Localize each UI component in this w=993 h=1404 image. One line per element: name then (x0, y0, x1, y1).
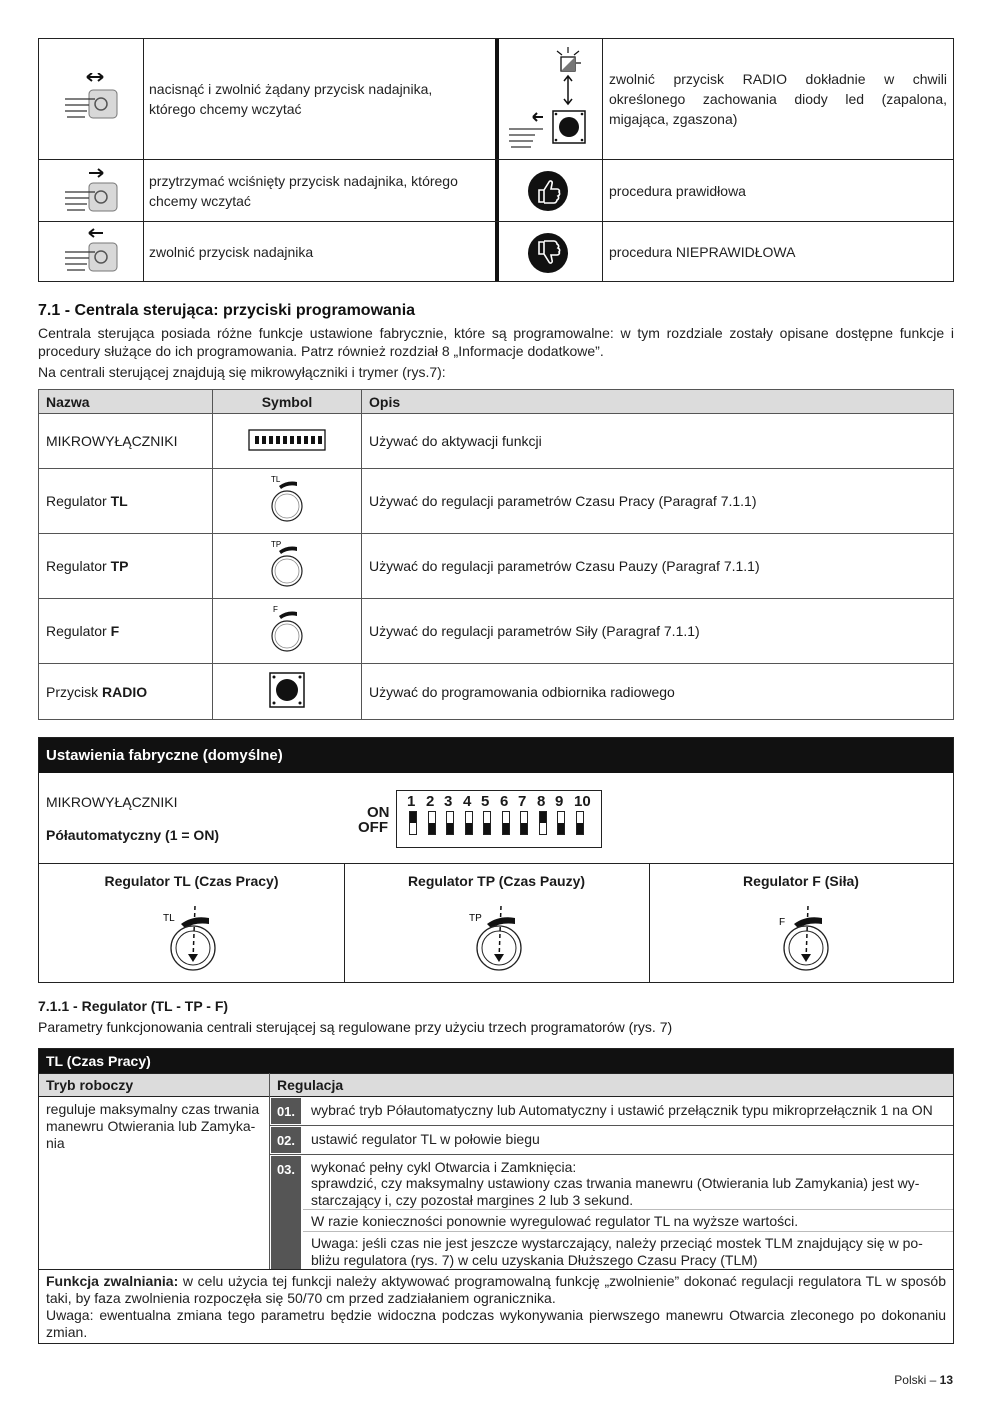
step-number: 01. (271, 1098, 301, 1124)
regulator-f-title: Regulator F (Siła) (743, 873, 859, 889)
dip-number: 10 (574, 793, 591, 810)
col-header-mode: Tryb roboczy (46, 1077, 134, 1093)
table-row (39, 414, 954, 469)
subsection-text: Parametry funkcjonowania centrali sterującej są regulowane przy użyciu trzech programatorów (rys. 7) (38, 1019, 673, 1035)
step-note: sprawdzić, czy maksymalny ustawiony czas trwania manewru (Otwierania lub Zamykania) jest wy-starczający i, czy pozostał margines 2 lub 3 sekund. (311, 1175, 920, 1208)
legend-text-1: nacisnąć i zwolnić żądany przycisk nadajnika, którego chcemy wczytać (149, 81, 433, 117)
legend-text-2: przytrzymać wciśnięty przycisk nadajnika, którego chcemy wczytać (149, 173, 458, 209)
regulator-tl-title: Regulator TL (Czas Pracy) (104, 873, 279, 889)
col-header-description: Opis (362, 390, 954, 414)
dip-number: 6 (500, 793, 509, 810)
dip-switch (557, 811, 565, 835)
led-radio-button-icon (503, 45, 599, 155)
dip-label: MIKROWYŁĄCZNIKI (46, 794, 178, 810)
procedure-ok-text: procedura prawidłowa (609, 183, 746, 199)
symbol-name: Regulator TP (39, 534, 213, 599)
dip-number: 3 (444, 793, 453, 810)
table-row (39, 469, 954, 534)
hold-button-icon (63, 167, 119, 215)
dip-switch-diagram (396, 790, 602, 848)
table-row (39, 664, 954, 720)
step-number: 02. (271, 1127, 301, 1153)
thumbs-up-icon (527, 170, 569, 212)
section-paragraph-2: Na centrali sterującej znajdują się mikrowyłączniki i trymer (rys.7): (38, 364, 446, 380)
thumbs-down-icon (527, 232, 569, 274)
table-row (39, 599, 954, 664)
dip-switch (446, 811, 454, 835)
symbol-name: Przycisk RADIO (39, 664, 213, 720)
on-label: ON (367, 804, 390, 821)
legend-text-3: zwolnić przycisk nadajnika (149, 244, 314, 260)
tl-table (38, 1048, 954, 1344)
factory-settings-panel (38, 737, 954, 983)
release-button-icon (63, 227, 119, 275)
step-text: wykonać pełny cykl Otwarcia i Zamknięcia: (311, 1159, 577, 1175)
table-row (39, 534, 954, 599)
press-release-button-icon (63, 73, 119, 123)
col-header-adjustment: Regulacja (277, 1077, 344, 1093)
legend-table (38, 38, 954, 282)
regulator-f-dial-icon (772, 904, 842, 974)
trimmer-tp-icon (213, 534, 362, 599)
subsection-title: 7.1.1 - Regulator (TL - TP - F) (38, 998, 229, 1014)
svg-text:F: F (273, 604, 278, 614)
svg-text:TL: TL (271, 474, 281, 484)
symbol-description: Używać do regulacji parametrów Czasu Pauzy (Paragraf 7.1.1) (362, 534, 954, 599)
section-title: 7.1 - Centrala sterująca: przyciski programowania (38, 302, 416, 319)
dip-number: 4 (463, 793, 472, 810)
col-header-name: Nazwa (39, 390, 213, 414)
mode-description: reguluje maksymalny czas trwania manewru Otwierania lub Zamyka-nia (46, 1101, 260, 1151)
tl-table-title: TL (Czas Pracy) (39, 1049, 953, 1073)
procedure-wrong-text: procedura NIEPRAWIDŁOWA (609, 244, 796, 260)
symbol-name: MIKROWYŁĄCZNIKI (39, 414, 213, 469)
symbol-description: Używać do regulacji parametrów Siły (Paragraf 7.1.1) (362, 599, 954, 664)
release-function-text: Funkcja zwalniania: w celu użycia tej funkcji należy aktywować programowalną funkcję „zwolnienie” dokonać regulacji regulatora TL w sposób taki, by faza zwolnienia rozpoczęła się 50/70 cm przed zadziałaniem ogranicznika. (46, 1273, 946, 1306)
step-text: ustawić regulator TL w połowie biegu (311, 1131, 540, 1147)
step-text: wybrać tryb Półautomatyczny lub Automatyczny i ustawić przełącznik typu mikroprzełącznik 1 na ON (311, 1102, 933, 1118)
regulator-tp-dial-icon (465, 904, 535, 974)
symbols-table (38, 389, 954, 720)
dip-number: 2 (426, 793, 435, 810)
mode-label: Półautomatyczny (1 = ON) (46, 827, 220, 843)
dip-number: 1 (407, 793, 416, 810)
svg-text:F: F (779, 917, 786, 928)
symbol-name: Regulator TL (39, 469, 213, 534)
col-header-symbol: Symbol (213, 390, 362, 414)
step-number: 03. (271, 1156, 301, 1269)
legend-text-radio: zwolnić przycisk RADIO dokładnie w chwili określonego zachowania diody led (zapalona, migająca, zgaszona) (609, 71, 947, 127)
section-paragraph-1: Centrala sterująca posiada różne funkcje ustawione fabrycznie, które są programowalne: w tym rozdziale zostały opisane dostępne funkcje i procedury służące do ich programowania. Patrz również rozdział 8 „Informacje dodatkowe”. (38, 325, 954, 359)
dip-switch (576, 811, 584, 835)
svg-text:TL: TL (163, 913, 175, 924)
dip-switch (539, 811, 547, 835)
dip-switch (483, 811, 491, 835)
dip-number: 9 (555, 793, 564, 810)
dip-number: 8 (537, 793, 546, 810)
dip-switch (409, 811, 417, 835)
symbol-description: Używać do aktywacji funkcji (362, 414, 954, 469)
dip-switch (502, 811, 510, 835)
dip-number: 7 (518, 793, 527, 810)
factory-settings-title: Ustawienia fabryczne (domyślne) (39, 738, 953, 773)
svg-text:TP: TP (469, 913, 482, 924)
dip-switch (465, 811, 473, 835)
trimmer-f-icon (213, 599, 362, 664)
svg-text:TP: TP (271, 539, 282, 549)
trimmer-tl-icon (213, 469, 362, 534)
radio-button-icon (213, 664, 362, 720)
step-note: Uwaga: jeśli czas nie jest jeszcze wystarczający, należy przeciąć mostek TLM znajdujący się w po-bliżu regulatora (rys. 7) w celu uzyskania Dłuższego Czasu Pracy (TLM) (311, 1235, 923, 1268)
regulator-tl-dial-icon (159, 904, 229, 974)
regulator-tp-title: Regulator TP (Czas Pauzy) (407, 873, 586, 889)
symbol-description: Używać do programowania odbiornika radiowego (362, 664, 954, 720)
release-function-note: Uwaga: ewentualna zmiana tego parametru będzie widoczna podczas wykonywania pierwszego manewru Otwarcia zleconego po dokonaniu zmian. (46, 1307, 946, 1340)
step-note: W razie konieczności ponownie wyregulować regulator TL na wyższe wartości. (311, 1213, 799, 1229)
page-footer: Polski – 13 (894, 1373, 953, 1387)
symbol-name: Regulator F (39, 599, 213, 664)
dip-switch (520, 811, 528, 835)
dip-switch-icon (213, 414, 362, 469)
dip-number: 5 (481, 793, 490, 810)
symbol-description: Używać do regulacji parametrów Czasu Pracy (Paragraf 7.1.1) (362, 469, 954, 534)
off-label: OFF (358, 819, 388, 836)
dip-switch (428, 811, 436, 835)
